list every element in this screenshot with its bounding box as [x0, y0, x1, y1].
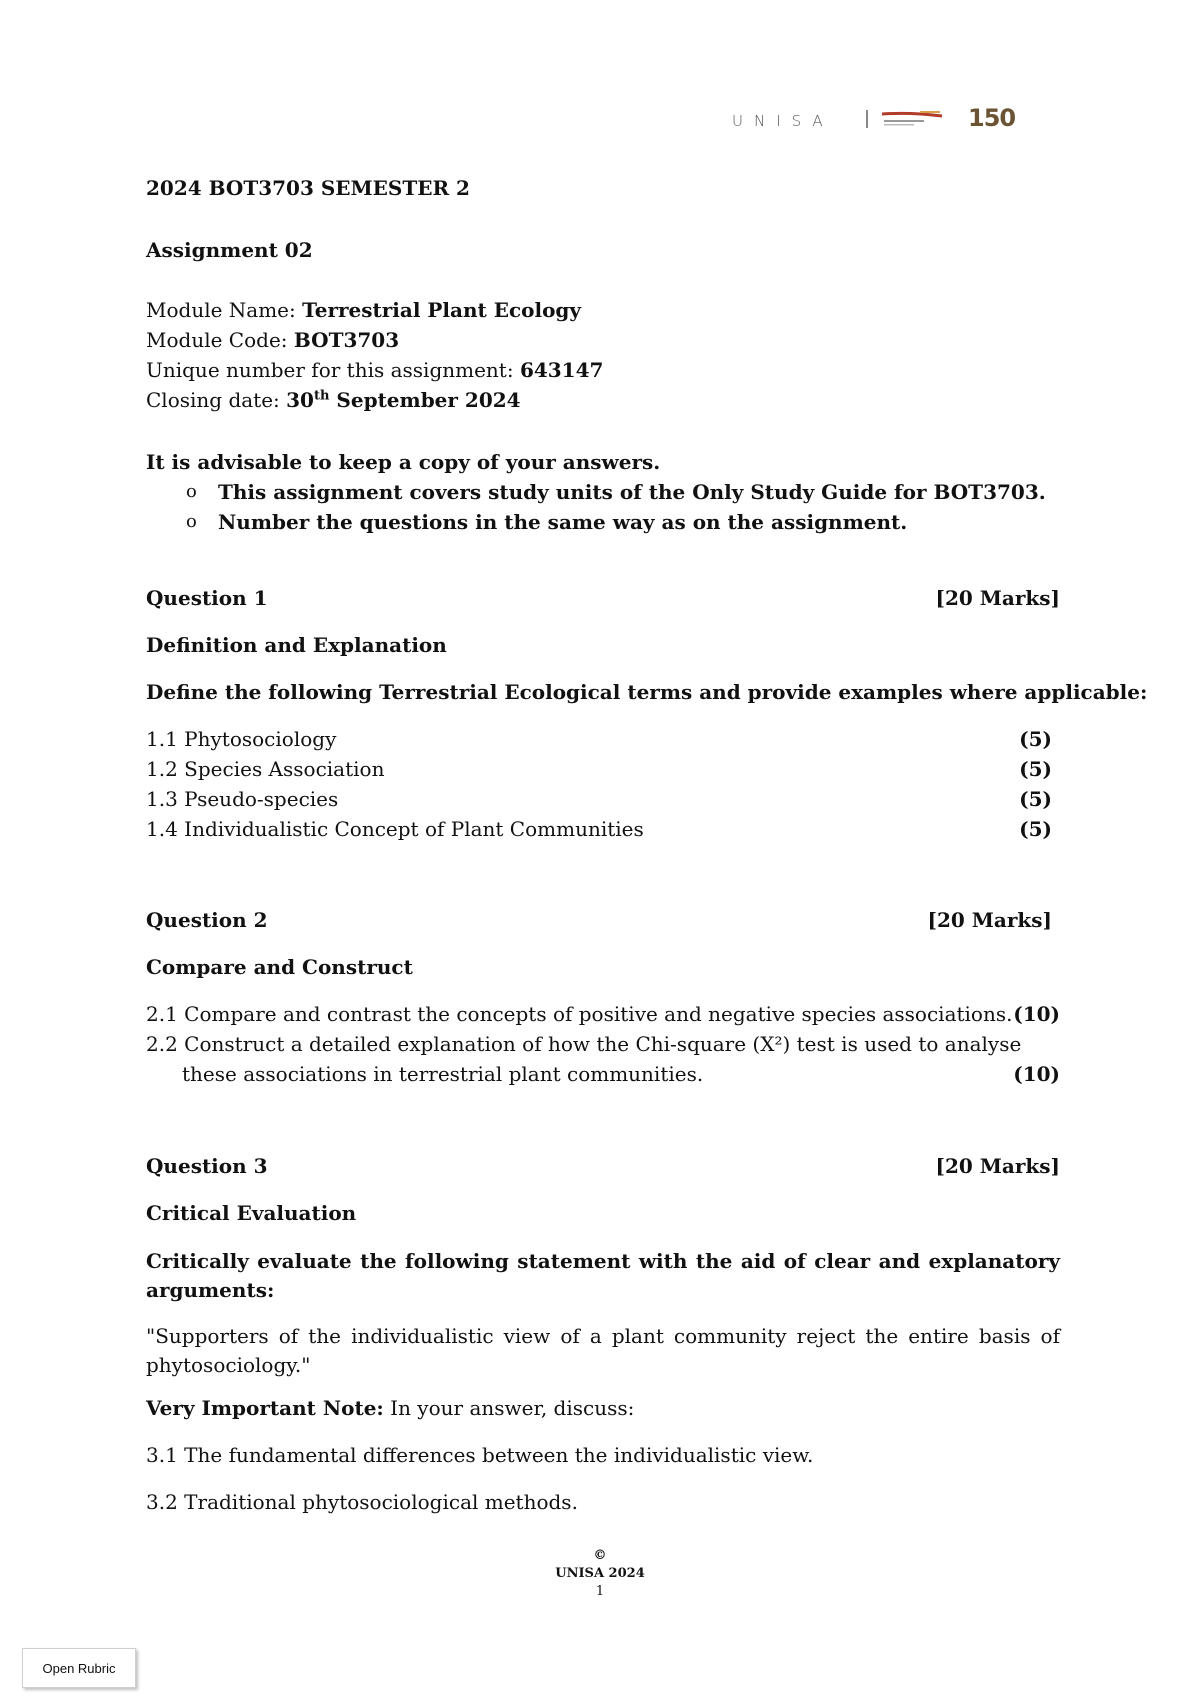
question-item-marks: (5) [1019, 757, 1052, 781]
logo-emblem-icon [880, 110, 960, 128]
instruction-bullet: Number the questions in the same way as on the assignment. [218, 510, 908, 534]
question-3-title: Question 3 [146, 1154, 268, 1178]
question-item: 1.3 Pseudo-species [146, 787, 339, 811]
important-note-label: Very Important Note: [146, 1396, 384, 1420]
question-1-marks: [20 Marks] [935, 586, 1060, 610]
question-3-prompt: Critically evaluate the following statement with the aid of clear and explanatory arguments: [146, 1249, 1060, 1302]
advice-text: It is advisable to keep a copy of your answers. [146, 450, 661, 474]
question-item: 2.2 Construct a detailed explanation of how the Chi-square (X²) test is used to analyse [146, 1032, 1022, 1056]
question-item: 2.1 Compare and contrast the concepts of positive and negative species associations. [146, 1002, 1013, 1026]
question-item-continuation: these associations in terrestrial plant communities. [182, 1062, 704, 1086]
question-2-marks: [20 Marks] [927, 908, 1052, 932]
question-1-subtitle: Definition and Explanation [146, 633, 447, 657]
page-number: 1 [595, 1584, 605, 1599]
module-name-label: Module Name: [146, 298, 303, 322]
question-1-prompt: Define the following Terrestrial Ecological terms and provide examples where applicable: [146, 680, 1148, 704]
footer-org: UNISA 2024 [555, 1566, 645, 1581]
question-2-title: Question 2 [146, 908, 268, 932]
question-3-subtitle: Critical Evaluation [146, 1201, 357, 1225]
open-rubric-button[interactable]: Open Rubric [22, 1648, 136, 1688]
question-item: 1.1 Phytosociology [146, 727, 337, 751]
question-item: 3.2 Traditional phytosociological methods. [146, 1490, 578, 1514]
important-note-text: In your answer, discuss: [383, 1396, 635, 1420]
document-title: 2024 BOT3703 SEMESTER 2 [146, 176, 470, 200]
closing-month-year: September 2024 [329, 388, 521, 412]
unique-number-row [146, 358, 603, 382]
unisa-logo [732, 104, 1052, 134]
logo-divider [866, 110, 868, 128]
question-3-marks: [20 Marks] [935, 1154, 1060, 1178]
module-name-value: Terrestrial Plant Ecology [302, 298, 582, 322]
question-item-marks: (5) [1019, 727, 1052, 751]
logo-anniversary: 150 [968, 104, 1016, 132]
module-name-row [146, 298, 581, 322]
assignment-number: Assignment 02 [146, 238, 313, 262]
module-code-value: BOT3703 [293, 328, 400, 352]
question-3-quote: "Supporters of the individualistic view of a plant community reject the entire basis of phytosociology." [146, 1324, 1060, 1377]
instruction-bullet: This assignment covers study units of the Only Study Guide for BOT3703. [218, 480, 1046, 504]
closing-date-row [146, 388, 521, 412]
question-item: 3.1 The fundamental differences between the individualistic view. [146, 1443, 814, 1467]
question-item-marks: (5) [1019, 817, 1052, 841]
unique-number-value: 643147 [519, 358, 604, 382]
question-2-subtitle: Compare and Construct [146, 955, 413, 979]
bullet-marker: o [186, 511, 197, 532]
closing-day-suffix: th [313, 388, 330, 404]
question-item-marks: (10) [1013, 1062, 1060, 1086]
question-1-title: Question 1 [146, 586, 268, 610]
bullet-marker: o [186, 481, 197, 502]
module-code-row [146, 328, 399, 352]
question-item: 1.4 Individualistic Concept of Plant Communities [146, 817, 644, 841]
logo-wordmark: UNISA [732, 112, 834, 130]
closing-day: 30 [286, 388, 314, 412]
footer-copyright: © [593, 1548, 607, 1563]
question-item-marks: (5) [1019, 787, 1052, 811]
unique-number-label: Unique number for this assignment: [146, 358, 520, 382]
important-note [146, 1396, 634, 1420]
module-code-label: Module Code: [146, 328, 294, 352]
question-item-marks: (10) [1013, 1002, 1060, 1026]
closing-date-label: Closing date: [146, 388, 287, 412]
question-item: 1.2 Species Association [146, 757, 385, 781]
